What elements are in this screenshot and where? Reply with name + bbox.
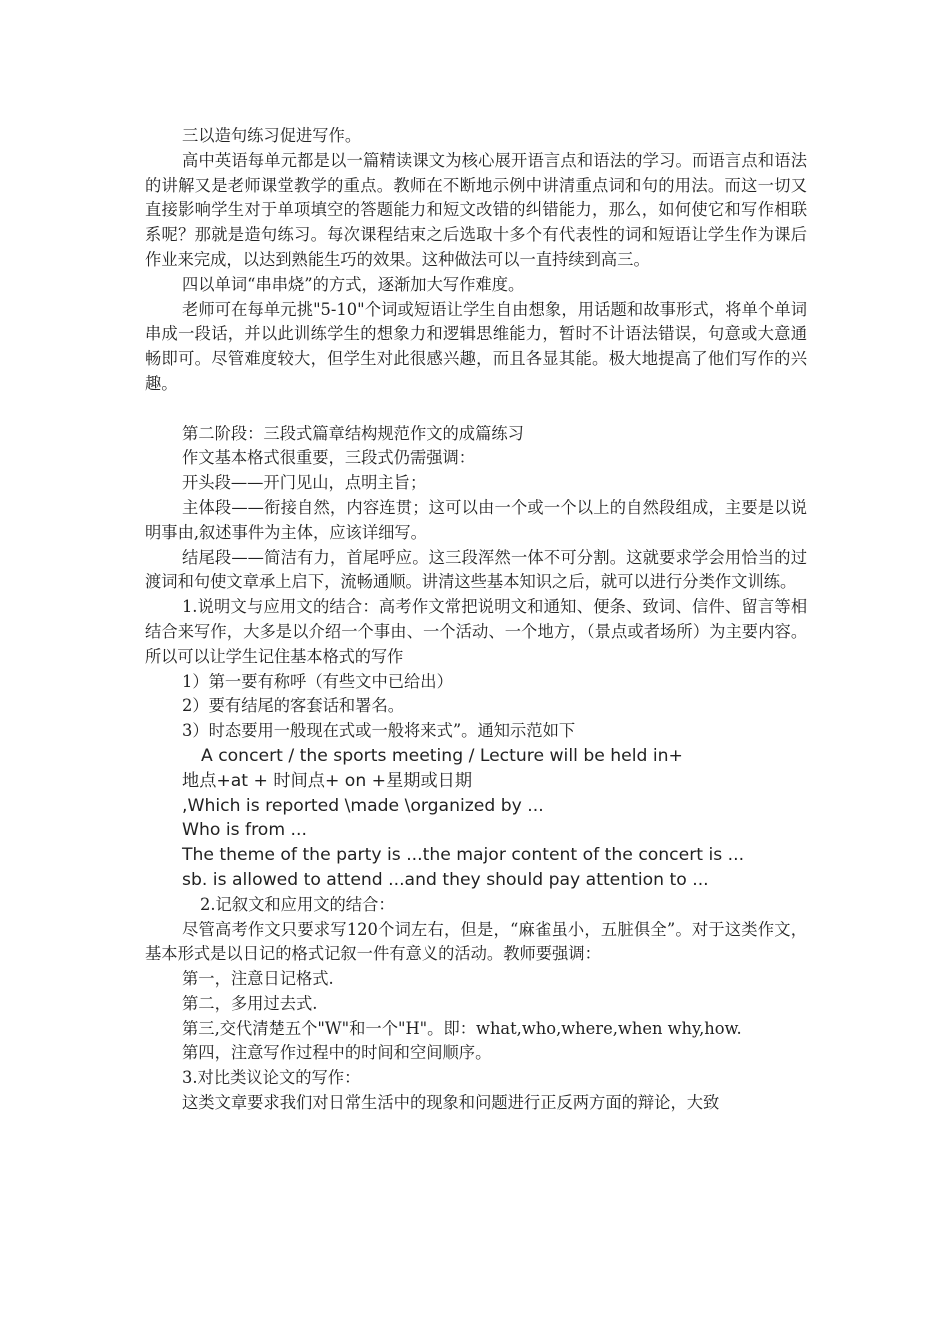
point-first: 第一，注意日记格式.	[182, 969, 334, 989]
point-fourth: 第四，注意写作过程中的时间和空间顺序。	[182, 1043, 492, 1063]
point-second: 第二，多用过去式.	[182, 993, 318, 1013]
list-item-2: 2）要有结尾的客套话和署名。	[182, 696, 405, 716]
document-body	[145, 124, 807, 1116]
example-line-5: The theme of the party is ...the major content of the concert is ...	[182, 845, 745, 866]
heading-stage-two: 第二阶段：三段式篇章结构规范作文的成篇练习	[182, 423, 524, 443]
example-line-1: A concert / the sports meeting / Lecture will be held in+	[201, 745, 683, 766]
paragraph-sentence-practice: 高中英语每单元都是以一篇精读课文为核心展开语言点和语法的学习。而语言点和语法的讲解又是老师课堂教学的重点。教师在不断地示例中讲清重点词和句的用法。而这一切又直接影响学生对于单项填空的答题能力和短文改错的纠错能力，那么，如何使它和写作相联系呢？那就是造句练习。每次课程结束之后选取十多个有代表性的词和短语让学生作为课后作业来完成，以达到熟能生巧的效果。这种做法可以一直持续到高三。	[145, 150, 807, 269]
list-item-3: 3）时态要用一般现在式或一般将来式”。通知示范如下	[182, 721, 576, 741]
blank-line	[145, 397, 807, 422]
heading-sentence-practice: 三以造句练习促进写作。	[182, 126, 362, 145]
example-line-6: sb. is allowed to attend ...and they should pay attention to ...	[182, 869, 709, 890]
heading-argumentative: 3.对比类议论文的写作：	[182, 1068, 361, 1088]
point-third: 第三,交代清楚五个"W"和一个"H"。即：what,who,where,when why,how.	[182, 1018, 742, 1038]
heading-word-chain: 四以单词“串串烧”的方式，逐渐加大写作难度。	[182, 274, 525, 294]
paragraph-argumentative: 这类文章要求我们对日常生活中的现象和问题进行正反两方面的辩论，大致	[182, 1093, 720, 1113]
paragraph-narrative: 尽管高考作文只要求写120个词左右，但是，“麻雀虽小，五脏俱全”。对于这类作文，基本形式是以日记的格式记叙一件有意义的活动。教师要强调：	[145, 919, 807, 964]
paragraph-body: 主体段——衔接自然，内容连贯；这可以由一个或一个以上的自然段组成，主要是以说明事由,叙述事件为主体，应该详细写。	[145, 497, 807, 542]
example-line-4: Who is from ...	[182, 820, 307, 841]
paragraph-ending: 结尾段——简洁有力，首尾呼应。这三段浑然一体不可分割。这就要求学会用恰当的过渡词和句使文章承上启下，流畅通顺。讲清这些基本知识之后，就可以进行分类作文训练。	[145, 547, 807, 592]
example-line-3: ,Which is reported \made \organized by ...	[182, 795, 544, 816]
paragraph-opening: 开头段——开门见山，点明主旨；	[182, 473, 427, 493]
heading-narrative: 2.记叙文和应用文的结合：	[200, 894, 395, 914]
example-line-2: 地点+at + 时间点+ on +星期或日期	[182, 770, 473, 791]
paragraph-expository: 1.说明文与应用文的结合：高考作文常把说明文和通知、便条、致词、信件、留言等相结合来写作，大多是以介绍一个事由、一个活动、一个地方，（景点或者场所）为主要内容。所以可以让学生记住基本格式的写作	[145, 597, 807, 666]
paragraph-word-chain: 老师可在每单元挑"5-10"个词或短语让学生自由想象，用话题和故事形式，将单个单词串成一段话，并以此训练学生的想象力和逻辑思维能力，暂时不计语法错误，句意或大意通畅即可。尽管难度较大，但学生对此很感兴趣，而且各显其能。极大地提高了他们写作的兴趣。	[145, 299, 807, 393]
paragraph-format: 作文基本格式很重要，三段式仍需强调：	[182, 448, 476, 468]
list-item-1: 1）第一要有称呼（有些文中已给出）	[182, 671, 453, 691]
